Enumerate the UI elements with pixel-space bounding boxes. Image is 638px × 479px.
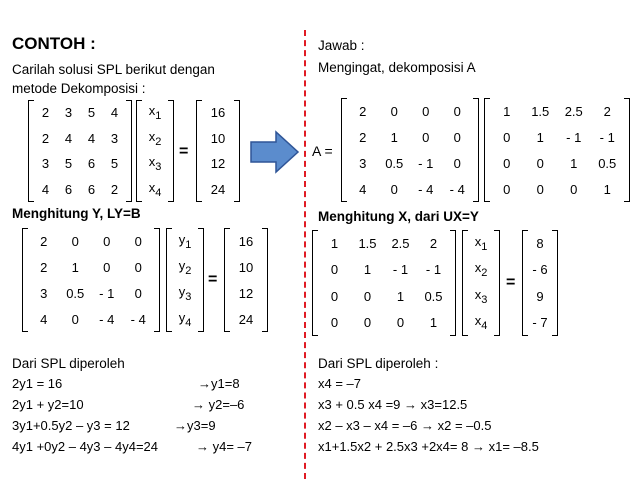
- matrix-cell: - 7: [532, 315, 548, 331]
- matrix-cell: 0: [396, 315, 405, 331]
- a-label: A =: [312, 143, 333, 159]
- matrix-cell: - 4: [418, 181, 434, 197]
- matrix-cell: 0: [503, 155, 511, 171]
- matrix-cell: $x_3$: [474, 286, 488, 306]
- matrix-cell: 4: [359, 181, 367, 197]
- matrix-cell: $x_4$: [474, 313, 488, 333]
- heading-compute-x: Menghitung X, dari UX=Y: [318, 209, 479, 224]
- matrix-cell: - 4: [449, 181, 465, 197]
- matrix-cell: 1: [363, 262, 372, 278]
- eq1-result: →y1=8: [198, 376, 240, 391]
- matrix-cell: 0: [453, 103, 461, 119]
- x2-line: x2 – x3 – x4 = –6 → x2 = –0.5: [318, 418, 492, 433]
- matrix-cell: 1: [603, 181, 611, 197]
- matrix-cell: 0: [134, 233, 142, 249]
- arrow-icon: →: [404, 397, 418, 412]
- eq4: 4y1 +0y2 – 4y3 – 4y4=24: [12, 439, 159, 454]
- matrix-cell: - 4: [99, 311, 115, 327]
- matrix-cell: 24: [238, 311, 254, 327]
- matrix-cell: 6: [87, 156, 96, 172]
- y-vector: [166, 228, 204, 332]
- matrix-cell: $x_2$: [148, 128, 162, 148]
- matrix-cell: 4: [87, 130, 96, 146]
- matrix-cell: 0: [422, 129, 430, 145]
- matrix-cell: 3: [64, 105, 73, 121]
- matrix-cell: $y_4$: [178, 309, 192, 329]
- matrix-cell: 0: [363, 315, 372, 331]
- matrix-cell: 0: [453, 155, 461, 171]
- matrix-cell: 0: [330, 315, 339, 331]
- matrix-cell: 12: [238, 285, 254, 301]
- matrix-cell: 0: [103, 259, 111, 275]
- right-arrow-icon: [250, 130, 300, 174]
- matrix-cell: 0: [71, 311, 79, 327]
- matrix-cell: $x_1$: [148, 103, 162, 123]
- matrix-cell: $y_2$: [178, 257, 192, 277]
- problem-text-line2: metode Dekomposisi :: [12, 81, 146, 96]
- matrix-cell: 0: [503, 181, 511, 197]
- matrix-cell: 2: [359, 129, 367, 145]
- matrix-cell: 1: [396, 288, 405, 304]
- matrix-cell: 0: [103, 233, 111, 249]
- matrix-cell: $y_3$: [178, 283, 192, 303]
- matrix-cell: 4: [40, 311, 48, 327]
- matrix-cell: 0: [536, 155, 544, 171]
- matrix-cell: 0: [570, 181, 578, 197]
- matrix-cell: 4: [64, 130, 73, 146]
- matrix-cell: 16: [238, 233, 254, 249]
- matrix-cell: 0.5: [424, 288, 443, 304]
- matrix-cell: 2: [40, 233, 48, 249]
- recall-text: Mengingat, dekomposisi A: [318, 60, 476, 75]
- matrix-cell: 0.5: [385, 155, 404, 171]
- matrix-cell: - 1: [418, 155, 434, 171]
- matrix-cell: 0: [422, 103, 430, 119]
- matrix-cell: 2: [110, 181, 119, 197]
- matrix-cell: 1.5: [358, 235, 377, 251]
- matrix-cell: 2: [359, 103, 367, 119]
- matrix-cell: 0: [536, 181, 544, 197]
- matrix-cell: 9: [536, 288, 544, 304]
- l-matrix-right: [341, 98, 479, 202]
- matrix-cell: 0: [330, 288, 339, 304]
- matrix-cell: 2: [40, 259, 48, 275]
- example-title: CONTOH :: [12, 34, 96, 53]
- eq2-result: → y2=–6: [192, 397, 245, 412]
- matrix-cell: 8: [536, 235, 544, 251]
- matrix-cell: 5: [110, 156, 119, 172]
- matrix-cell: 0.5: [598, 155, 617, 171]
- matrix-cell: 6: [87, 181, 96, 197]
- matrix-cell: 12: [210, 156, 226, 172]
- system-matrix-a: [28, 100, 132, 202]
- matrix-cell: 3: [40, 285, 48, 301]
- matrix-cell: $x_1$: [474, 233, 488, 253]
- matrix-cell: - 4: [130, 311, 146, 327]
- matrix-cell: 24: [210, 181, 226, 197]
- matrix-cell: 3: [110, 130, 119, 146]
- matrix-cell: 2: [603, 103, 611, 119]
- matrix-cell: 1: [503, 103, 511, 119]
- matrix-cell: 2: [429, 235, 438, 251]
- matrix-cell: $x_2$: [474, 260, 488, 280]
- matrix-cell: 0: [453, 129, 461, 145]
- y-values-vector: [522, 230, 558, 336]
- matrix-cell: 0: [363, 288, 372, 304]
- matrix-cell: 10: [210, 130, 226, 146]
- x-vector: [462, 230, 500, 336]
- matrix-cell: 0: [390, 181, 398, 197]
- eq3: 3y1+0.5y2 – y3 = 12: [12, 418, 130, 433]
- matrix-cell: $x_3$: [148, 154, 162, 174]
- matrix-cell: 1: [71, 259, 79, 275]
- matrix-cell: 4: [41, 181, 50, 197]
- matrix-cell: 3: [359, 155, 367, 171]
- heading-compute-y: Menghitung Y, LY=B: [12, 206, 141, 221]
- x4-line: x4 = –7: [318, 376, 362, 391]
- x1-line: x1+1.5x2 + 2.5x3 +2x4= 8 → x1= –8.5: [318, 439, 539, 454]
- b-vector: [224, 228, 268, 332]
- matrix-cell: 0: [503, 129, 511, 145]
- system-equals: =: [179, 143, 189, 160]
- matrix-cell: 0: [71, 233, 79, 249]
- matrix-cell: - 1: [392, 262, 409, 278]
- system-vector-x: [136, 100, 174, 202]
- matrix-cell: 2.5: [564, 103, 583, 119]
- matrix-cell: 3: [41, 156, 50, 172]
- ux-equals: =: [506, 274, 516, 291]
- red-dashed-divider: [304, 30, 306, 479]
- answer-label: Jawab :: [318, 38, 365, 53]
- eq1: 2y1 = 16: [12, 376, 63, 391]
- matrix-cell: - 1: [425, 262, 442, 278]
- matrix-cell: 1: [570, 155, 578, 171]
- matrix-cell: 0: [134, 285, 142, 301]
- matrix-cell: - 1: [599, 129, 615, 145]
- matrix-cell: $x_4$: [148, 179, 162, 199]
- matrix-cell: 2: [41, 105, 50, 121]
- arrow-icon: →: [198, 376, 211, 391]
- matrix-cell: 0: [134, 259, 142, 275]
- matrix-cell: 5: [64, 156, 73, 172]
- matrix-cell: 16: [210, 105, 226, 121]
- matrix-cell: 1: [390, 129, 398, 145]
- matrix-cell: - 1: [566, 129, 582, 145]
- matrix-cell: 4: [110, 105, 119, 121]
- arrow-icon: →: [196, 439, 209, 454]
- matrix-cell: 0: [390, 103, 398, 119]
- system-vector-b: [196, 100, 240, 202]
- matrix-cell: 10: [238, 259, 254, 275]
- derived-label-left: Dari SPL diperoleh: [12, 356, 125, 371]
- matrix-cell: 0.5: [66, 285, 85, 301]
- derived-label-right: Dari SPL diperoleh :: [318, 356, 439, 371]
- matrix-cell: 1: [429, 315, 438, 331]
- matrix-cell: 5: [87, 105, 96, 121]
- matrix-cell: 6: [64, 181, 73, 197]
- eq4-result: → y4= –7: [196, 439, 253, 454]
- arrow-icon: →: [421, 418, 434, 433]
- matrix-cell: $y_1$: [178, 231, 192, 251]
- matrix-cell: 1: [536, 129, 544, 145]
- problem-text-line1: Carilah solusi SPL berikut dengan: [12, 62, 215, 77]
- matrix-cell: 0: [330, 262, 339, 278]
- ly-equals: =: [208, 271, 218, 288]
- matrix-cell: 2.5: [391, 235, 410, 251]
- matrix-cell: - 1: [99, 285, 115, 301]
- arrow-icon: →: [471, 439, 485, 454]
- matrix-cell: - 6: [532, 262, 548, 278]
- eq3-result: →y3=9: [174, 418, 216, 433]
- arrow-icon: →: [192, 397, 205, 412]
- l-matrix: [22, 228, 160, 332]
- x3-line: x3 + 0.5 x4 =9 → x3=12.5: [318, 397, 468, 412]
- eq2: 2y1 + y2=10: [12, 397, 84, 412]
- matrix-cell: 1: [330, 235, 339, 251]
- arrow-icon: →: [174, 418, 187, 433]
- matrix-cell: 2: [41, 130, 50, 146]
- u-matrix: [484, 98, 630, 202]
- ux-matrix: [312, 230, 456, 336]
- matrix-cell: 1.5: [531, 103, 550, 119]
